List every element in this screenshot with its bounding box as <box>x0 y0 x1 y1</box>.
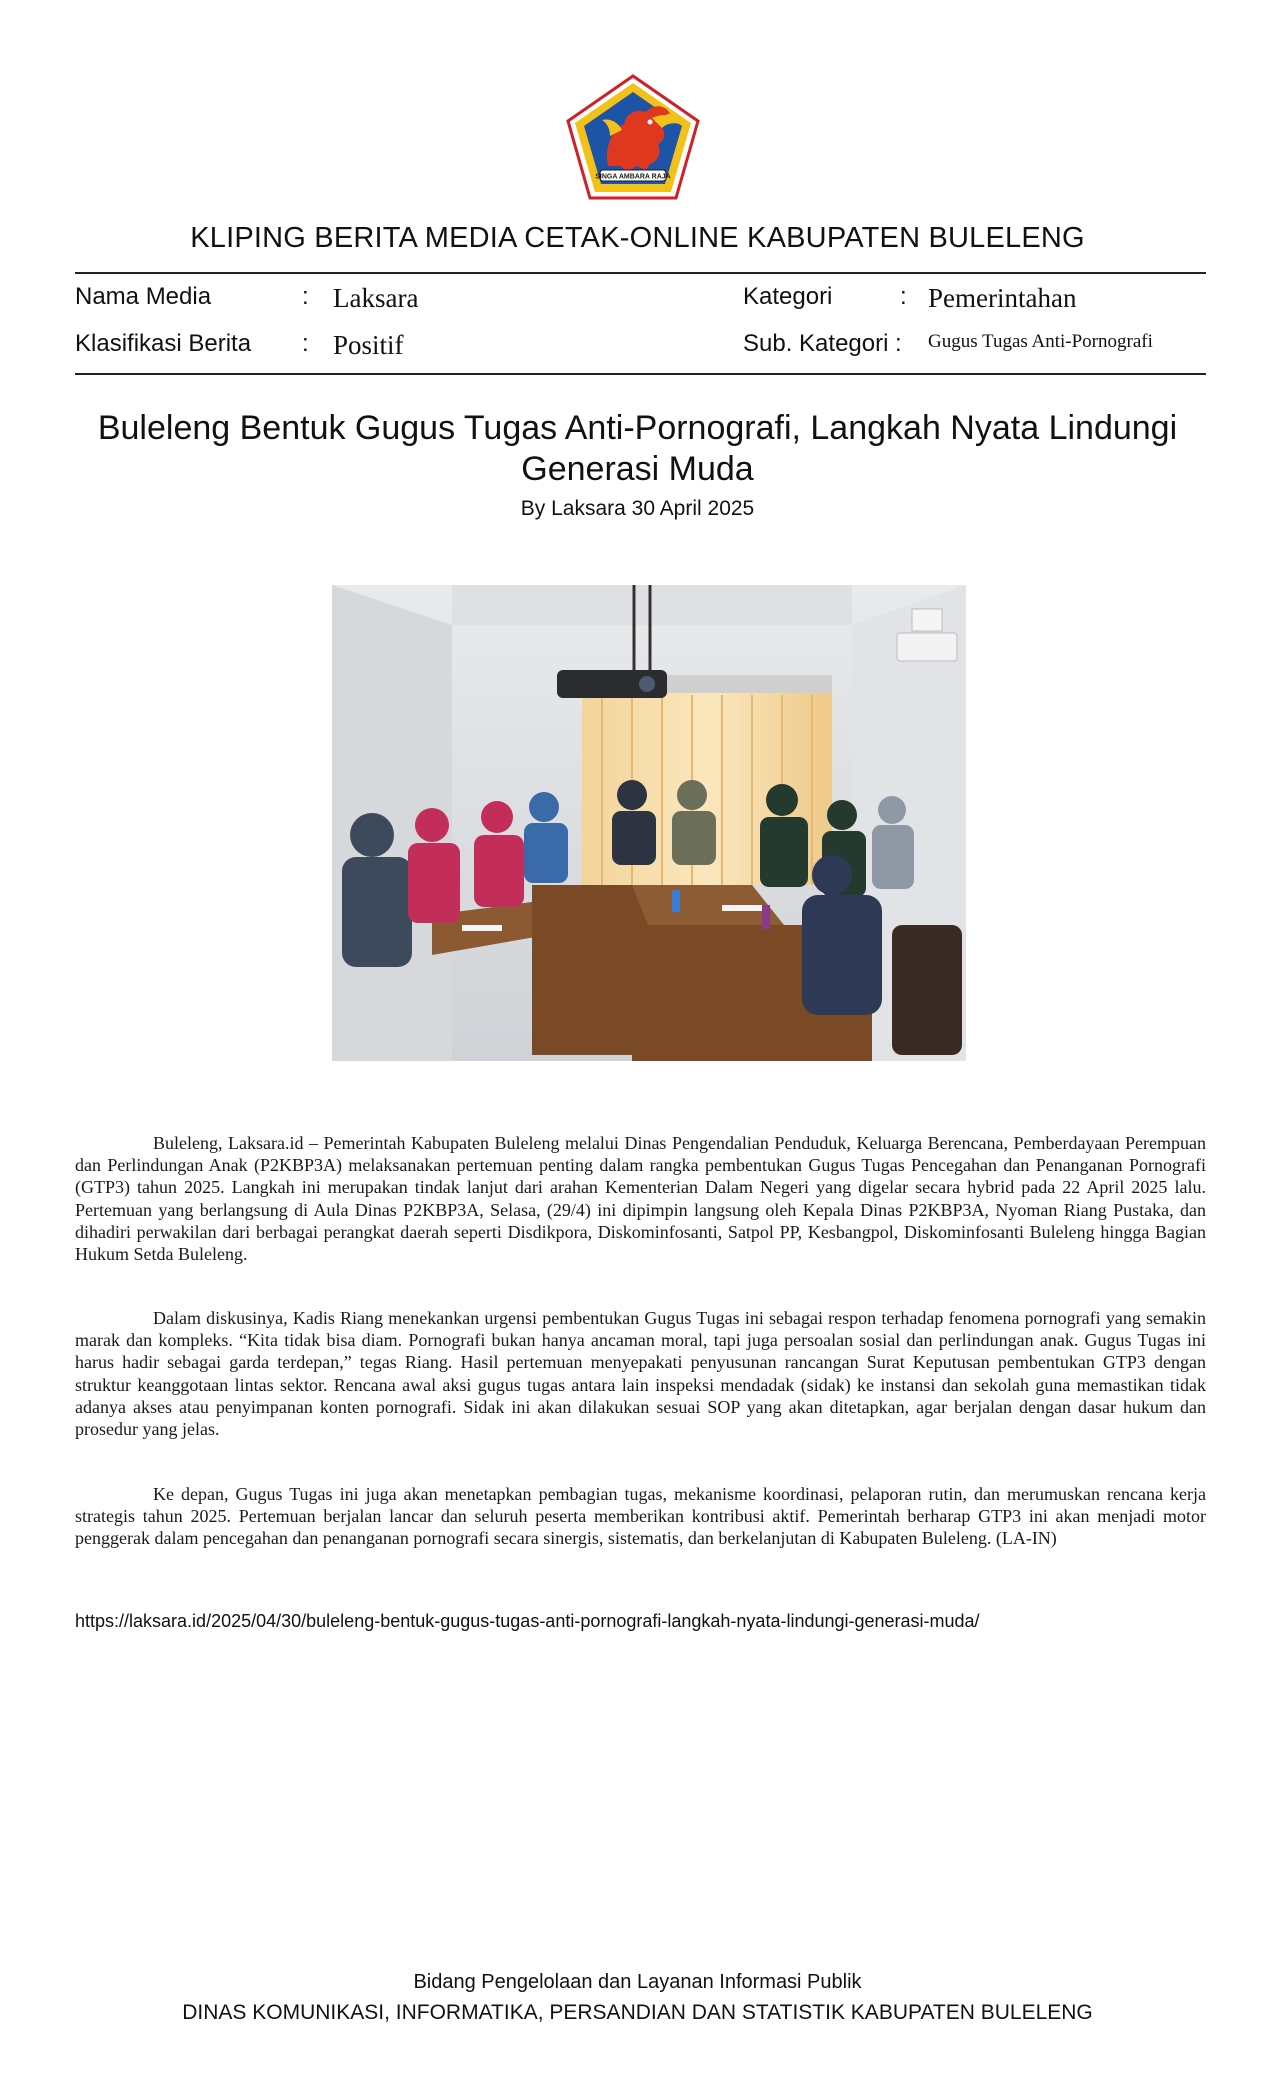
sub-kategori-value: Gugus Tugas Anti-Pornografi <box>928 331 1153 352</box>
meeting-room-photo-icon <box>332 585 966 1061</box>
article-headline <box>60 408 1215 490</box>
klasifikasi-berita-colon: : <box>302 330 309 357</box>
article-paragraph-1: Buleleng, Laksara.id – Pemerintah Kabupaten Buleleng melalui Dinas Pengendalian Penduduk, Keluarga Berencana, Pemberdayaan Perempuan dan Perlindungan Anak (P2KBP3A) melaksanakan pertemuan penting dalam rangka pembentukan Gugus Tugas Pencegahan dan Penanganan Pornografi (GTP3) tahun 2025. Langkah ini merupakan tindak lanjut dari arahan Kementerian Dalam Negeri yang digelar secara hybrid pada 22 April 2025 lalu. Pertemuan yang berlangsung di Aula Dinas P2KBP3A, Selasa, (29/4) ini dipimpin langsung oleh Kepala Dinas P2KBP3A, Nyoman Riang Pustaka, dan dihadiri perwakilan dari berbagai perangkat daerah seperti Disdikpora, Diskominfosanti, Satpol PP, Kesbangpol, Diskominfosanti Buleleng hingga Bagian Hukum Setda Buleleng. <box>75 1133 1206 1265</box>
kategori-colon: : <box>900 283 907 310</box>
nama-media-value: Laksara <box>333 283 419 313</box>
kategori-value: Pemerintahan <box>928 283 1077 313</box>
nama-media-colon: : <box>302 283 309 310</box>
article-paragraph-3: Ke depan, Gugus Tugas ini juga akan menetapkan pembagian tugas, mekanisme koordinasi, pelaporan rutin, dan merumuskan rencana kerja strategis tahun 2025. Pertemuan berjalan lancar dan seluruh peserta memberikan kontribusi aktif. Pemerintah berharap GTP3 ini akan menjadi motor penggerak dalam pencegahan dan penanganan pornografi secara sinergis, sistematis, dan berkelanjutan di Kabupaten Buleleng. (LA-IN) <box>75 1484 1206 1549</box>
source-url-link[interactable]: https://laksara.id/2025/04/30/buleleng-bentuk-gugus-tugas-anti-pornografi-langkah-nyata-lindungi-generasi-muda/ <box>75 1611 980 1631</box>
article-byline: By Laksara 30 April 2025 <box>520 497 755 520</box>
kategori-label: Kategori <box>743 283 833 310</box>
header-title: KLIPING BERITA MEDIA CETAK-ONLINE KABUPATEN BULELENG <box>190 222 1085 254</box>
logo-banner-text: SINGA AMBARA RAJA <box>595 173 671 181</box>
singa-ambara-raja-crest-icon <box>566 74 700 200</box>
klasifikasi-berita-value: Positif <box>333 330 404 360</box>
nama-media-label: Nama Media <box>75 283 212 310</box>
sub-kategori-colon: : <box>895 330 902 357</box>
headline-line-1: Buleleng Bentuk Gugus Tugas Anti-Pornografi, Langkah Nyata Lindungi <box>97 409 1178 447</box>
klasifikasi-berita-label: Klasifikasi Berita <box>75 330 252 357</box>
sub-kategori-label: Sub. Kategori <box>743 330 889 357</box>
bottom-divider <box>75 373 1206 375</box>
footer-division: Bidang Pengelolaan dan Layanan Informasi Publik <box>413 1971 862 1993</box>
headline-line-2: Generasi Muda <box>521 450 754 488</box>
footer-department: DINAS KOMUNIKASI, INFORMATIKA, PERSANDIAN DAN STATISTIK KABUPATEN BULELENG <box>182 2001 1093 2024</box>
top-divider <box>75 272 1206 274</box>
article-photo <box>332 585 966 1061</box>
article-paragraph-2: Dalam diskusinya, Kadis Riang menekankan urgensi pembentukan Gugus Tugas ini sebagai respon terhadap fenomena pornografi yang semakin marak dan kompleks. “Kita tidak bisa diam. Pornografi bukan hanya ancaman moral, tapi juga persoalan sosial dan perlindungan anak. Gugus Tugas ini harus hadir sebagai garda terdepan,” tegas Riang. Hasil pertemuan menyepakati penyusunan rancangan Surat Keputusan pembentukan GTP3 dengan struktur keanggotaan lintas sektor. Rencana awal aksi gugus tugas antara lain inspeksi mendadak (sidak) ke instansi dan sekolah guna memastikan tidak adanya akses atau penyimpanan konten pornografi. Sidak ini akan dilakukan sesuai SOP yang akan ditetapkan, agar berjalan dengan dasar hukum dan prosedur yang jelas. <box>75 1308 1206 1440</box>
regency-logo <box>566 74 700 200</box>
